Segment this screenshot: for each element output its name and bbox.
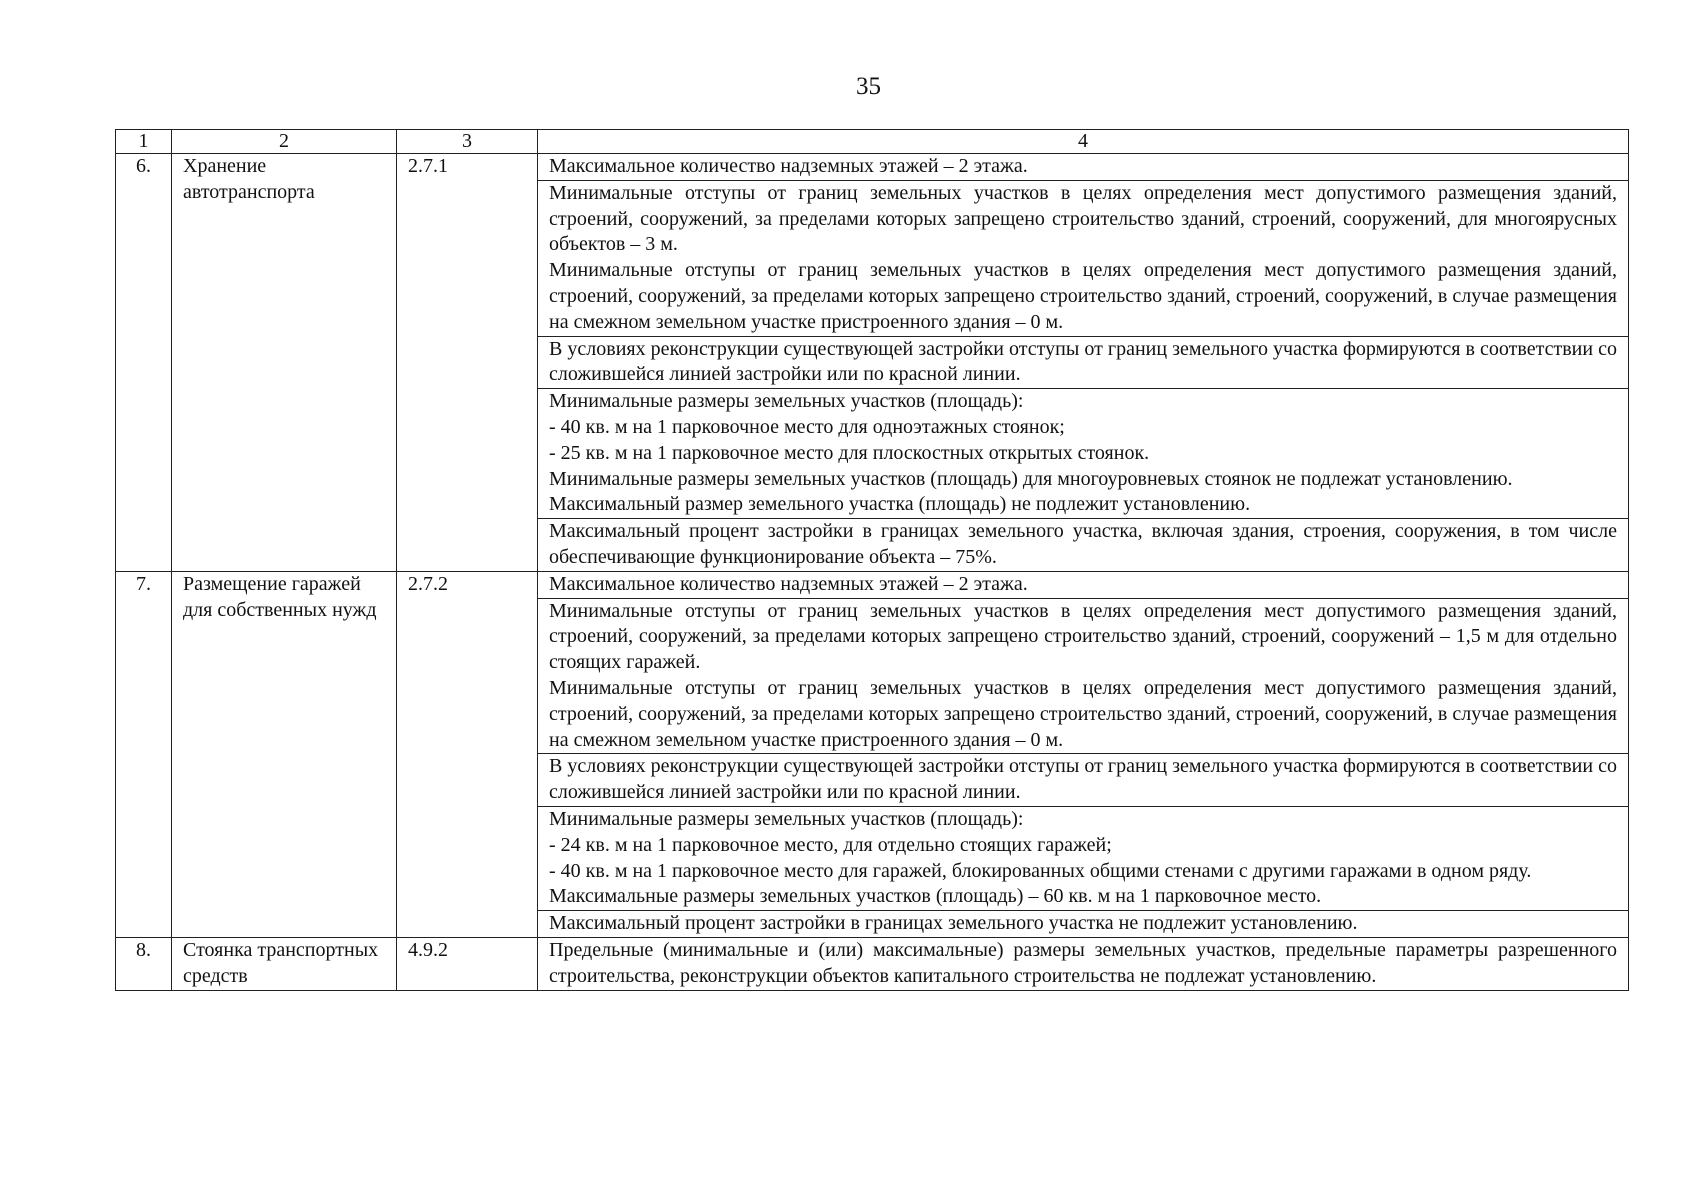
parameter-cell (538, 154, 1629, 181)
parameter-cell (538, 336, 1629, 389)
table-header-row (116, 130, 1629, 154)
row-number: 8. (116, 937, 172, 990)
row-number: 7. (116, 571, 172, 937)
parameter-text: - 40 кв. м на 1 парковочное место для одноэтажных стоянок; (549, 415, 1065, 438)
parameter-text: Максимальное количество надземных этажей – 2 этажа. (549, 572, 1028, 595)
table-row (116, 154, 1629, 181)
parameter-text: Минимальные отступы от границ земельных участков в целях определения мест допустимого размещения зданий, строений, сооружений, за пределами которых запрещено строительство зданий, строений, сооружений, в случае размещения на смежном земельном участке пристроенного здания – 0 м. (549, 259, 1617, 333)
parameter-text: В условиях реконструкции существующей застройки отступы от границ земельного участка формируются в соответствии со сложившейся линией застройки или по красной линии. (549, 755, 1617, 804)
parameter-text: Минимальные размеры земельных участков (площадь): (549, 390, 1024, 413)
parameter-text: - 40 кв. м на 1 парковочное место для гаражей, блокированных общими стенами с другими гаражами в одном ряду. (549, 859, 1532, 882)
parameter-cell (538, 389, 1629, 519)
header-col-4: 4 (538, 130, 1629, 154)
parameter-cell (538, 598, 1629, 754)
parameter-text: - 25 кв. м на 1 парковочное место для плоскостных открытых стоянок. (549, 441, 1150, 464)
parameter-text: Максимальный размер земельного участка (площадь) не подлежит установлению. (549, 493, 1251, 516)
parameter-text: Максимальные размеры земельных участков (площадь) – 60 кв. м на 1 парковочное место. (549, 885, 1322, 908)
table-row (116, 937, 1629, 990)
parameter-text: Минимальные отступы от границ земельных участков в целях определения мест допустимого размещения зданий, строений, сооружений, за пределами которых запрещено строительство зданий, строений, сооружений, для многоярусных объектов – 3 м. (549, 181, 1617, 256)
parameter-cell (538, 806, 1629, 910)
parameter-cell (538, 937, 1629, 990)
parameter-cell (538, 754, 1629, 807)
land-use-code: 4.9.2 (397, 937, 538, 990)
header-col-3: 3 (397, 130, 538, 154)
table-row (116, 571, 1629, 598)
parameter-text: Минимальные отступы от границ земельных участков в целях определения мест допустимого размещения зданий, строений, сооружений, за пределами которых запрещено строительство зданий, строений, сооружений – 1,5 м для отдельно стоящих гаражей. (549, 599, 1617, 674)
land-use-name: Хранение автотранспорта (172, 154, 397, 572)
parameter-cell (538, 180, 1629, 336)
regulations-table (115, 129, 1629, 991)
land-use-code: 2.7.2 (397, 571, 538, 937)
parameter-text: Минимальные отступы от границ земельных участков в целях определения мест допустимого размещения зданий, строений, сооружений, за пределами которых запрещено строительство зданий, строений, сооружений, в случае размещения на смежном земельном участке пристроенного здания – 0 м. (549, 676, 1617, 751)
header-col-1: 1 (116, 130, 172, 154)
parameter-text: - 24 кв. м на 1 парковочное место, для отдельно стоящих гаражей; (549, 833, 1112, 856)
parameter-text: Максимальный процент застройки в границах земельного участка не подлежит установлению. (549, 912, 1358, 935)
parameter-text: Максимальный процент застройки в границах земельного участка, включая здания, строения, сооружения, в том числе обеспечивающие функционирование объекта – 75%. (549, 520, 1617, 568)
parameter-cell (538, 519, 1629, 572)
parameter-cell (538, 911, 1629, 938)
row-number: 6. (116, 154, 172, 572)
parameter-text: Максимальное количество надземных этажей – 2 этажа. (549, 155, 1028, 177)
parameter-text: Минимальные размеры земельных участков (площадь) для многоуровневых стоянок не подлежат установлению. (549, 467, 1513, 490)
land-use-code: 2.7.1 (397, 154, 538, 572)
header-col-2: 2 (172, 130, 397, 154)
parameter-text: Минимальные размеры земельных участков (площадь): (549, 807, 1024, 830)
page-number: 35 (856, 73, 881, 100)
land-use-name: Стоянка транспортных средств (172, 937, 397, 990)
parameter-cell (538, 571, 1629, 598)
parameter-text: Предельные (минимальные и (или) максимальные) размеры земельных участков, предельные параметры разрешенного строительства, реконструкции объектов капитального строительства не подлежат установлению. (549, 938, 1617, 987)
land-use-name: Размещение гаражей для собственных нужд (172, 571, 397, 937)
parameter-text: В условиях реконструкции существующей застройки отступы от границ земельного участка формируются в соответствии со сложившейся линией застройки или по красной линии. (549, 337, 1617, 386)
